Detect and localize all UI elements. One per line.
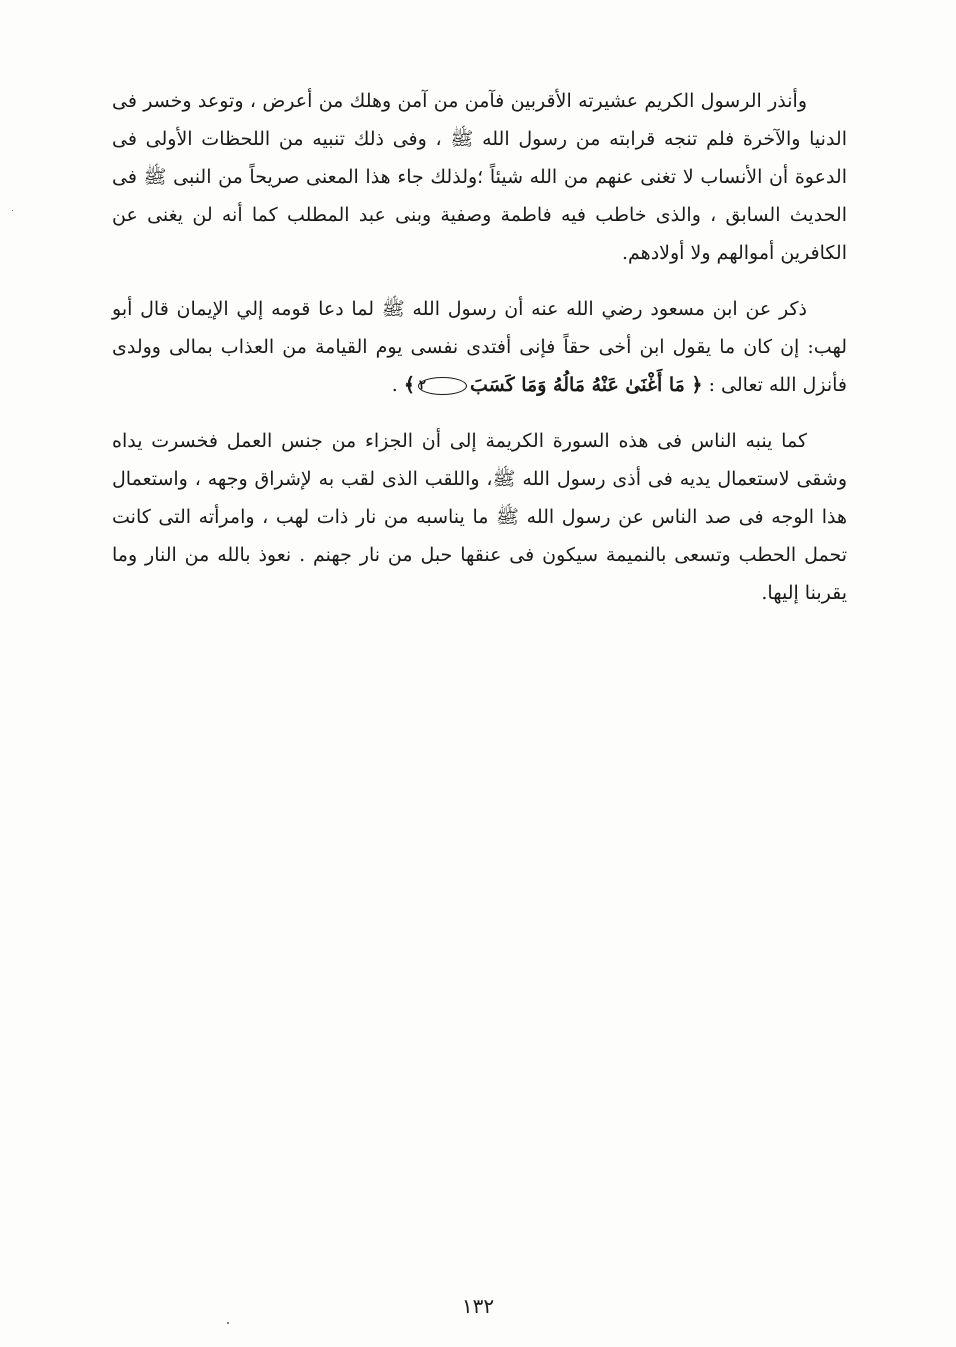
scan-speck xyxy=(227,1322,229,1324)
quran-verse: ﴿ مَا أَغْنَىٰ عَنْهُ مَالُهُ وَمَا كَسَبَ xyxy=(469,374,703,396)
paragraph-2 xyxy=(112,290,847,404)
paragraph-3: كما ينبه الناس فى هذه السورة الكريمة إلى أن الجزاء من جنس العمل فخسرت يداه وشقى لاستعمال يديه فى أذى رسول الله ﷺ، واللقب الذى لقب به لإشراق وجهه ، واستعمال هذا الوجه فى صد الناس عن رسول الله ﷺ ما يناسبه من نار ذات لهب ، وامرأته التى كانت تحمل الحطب وتسعى بالنميمة سيكون فى عنقها حبل من نار جهنم . نعوذ بالله من النار وما يقربنا إليها. xyxy=(112,430,847,604)
paragraph-2-text: ذكر عن ابن مسعود رضي الله عنه أن رسول الله ﷺ لما دعا قومه إلي الإيمان قال أبو لهب: إن كان ما يقول ابن أخى حقاً فإنى أفتدى نفسى يوم القيامة من العذاب بمالى وولدى فأنزل الله تعالى : xyxy=(112,298,847,396)
quran-close-bracket: ﴾ xyxy=(403,374,415,396)
body-text xyxy=(112,82,847,630)
page-number: ١٣٢ xyxy=(461,1294,495,1318)
verse-number-badge: ٢ xyxy=(418,377,467,395)
paragraph-2-end: . xyxy=(391,374,404,396)
scan-speck xyxy=(12,210,13,211)
paragraph-1: وأنذر الرسول الكريم عشيرته الأقربين فآمن من آمن وهلك من أعرض ، وتوعد وخسر فى الدنيا والآخرة فلم تنجه قرابته من رسول الله ﷺ ، وفى ذلك تنبيه من اللحظات الأولى فى الدعوة أن الأنساب لا تغنى عنهم من الله شيئاً ؛ولذلك جاء هذا المعنى صريحاً من النبى ﷺ فى الحديث السابق ، والذى خاطب فيه فاطمة وصفية وبنى عبد المطلب كما أنه لن يغنى عن الكافرين أموالهم ولا أولادهم. xyxy=(112,90,847,264)
